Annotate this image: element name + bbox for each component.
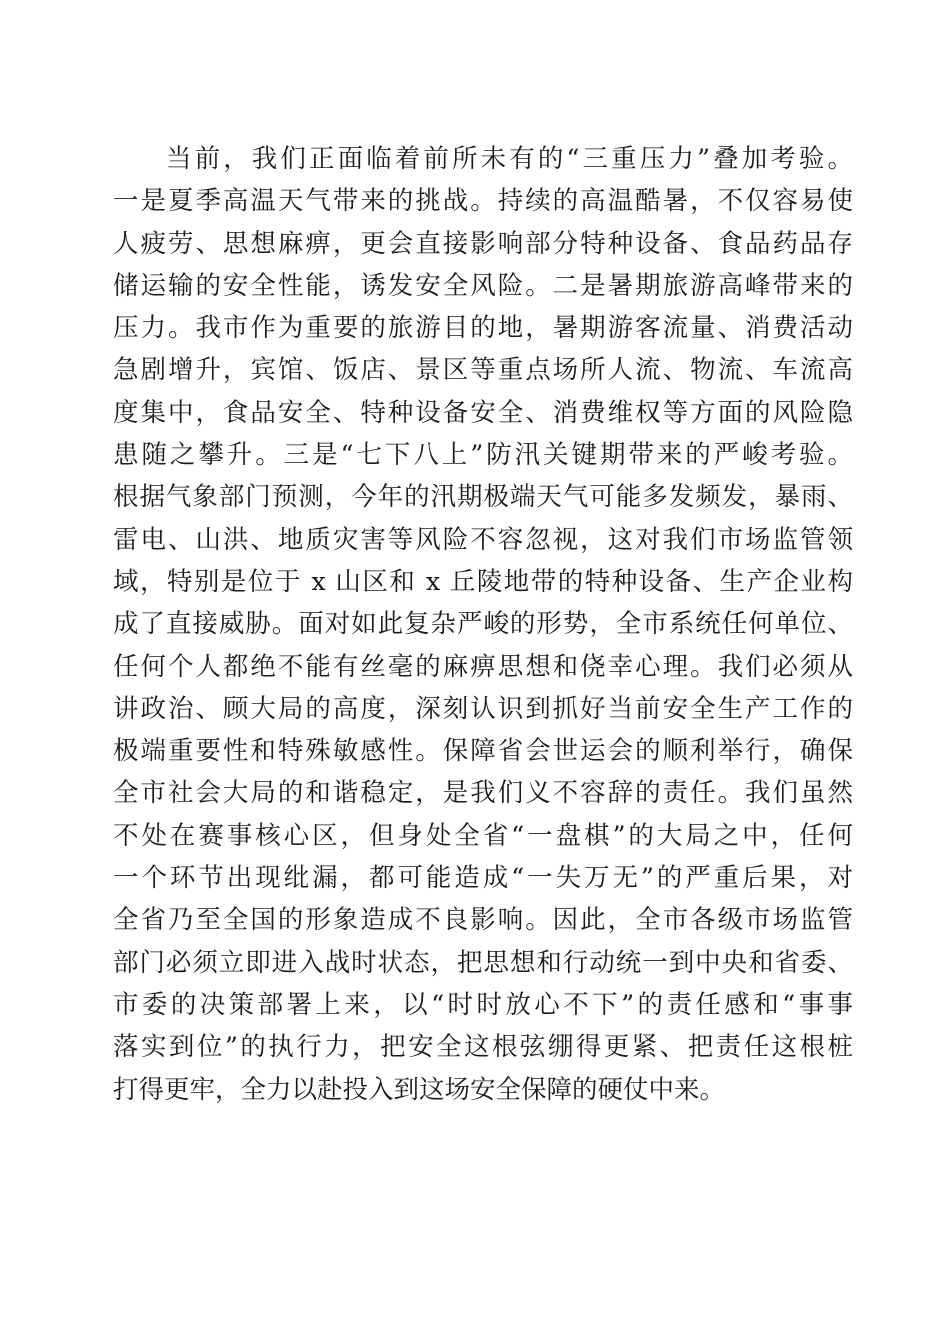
paragraph-line: 雷电、山洪、地质灾害等风险不容忽视，这对我们市场监管领 — [113, 524, 853, 555]
paragraph-line: 任何个人都绝不能有丝毫的麻痹思想和侥幸心理。我们必须从 — [113, 651, 853, 682]
paragraph-line: 一是夏季高温天气带来的挑战。持续的高温酷暑，不仅容易使 — [113, 186, 853, 217]
paragraph-line: 人疲劳、思想麻痹，更会直接影响部分特种设备、食品药品存 — [113, 228, 853, 259]
paragraph-line: 成了直接威胁。面对如此复杂严峻的形势，全市系统任何单位、 — [113, 609, 853, 640]
paragraph-line: 根据气象部门预测，今年的汛期极端天气可能多发频发，暴雨、 — [113, 482, 853, 513]
paragraph-line: 全省乃至全国的形象造成不良影响。因此，全市各级市场监管 — [113, 905, 853, 936]
paragraph-line: 一个环节出现纰漏，都可能造成“一失万无”的严重后果，对 — [113, 863, 853, 894]
paragraph-line: 讲政治、顾大局的高度，深刻认识到抓好当前安全生产工作的 — [113, 693, 853, 724]
paragraph-line: 压力。我市作为重要的旅游目的地，暑期游客流量、消费活动 — [113, 313, 853, 344]
paragraph-line: 打得更牢，全力以赴投入到这场安全保障的硬仗中来。 — [113, 1074, 726, 1105]
paragraph-line: 储运输的安全性能，诱发安全风险。二是暑期旅游高峰带来的 — [113, 270, 853, 301]
paragraph-line: 不处在赛事核心区，但身处全省“一盘棋”的大局之中，任何 — [113, 820, 853, 851]
body-paragraph — [113, 138, 853, 1111]
paragraph-line: 全市社会大局的和谐稳定，是我们义不容辞的责任。我们虽然 — [113, 778, 853, 809]
paragraph-line: 当前，我们正面临着前所未有的“三重压力”叠加考验。 — [166, 144, 853, 174]
paragraph-line: 极端重要性和特殊敏感性。保障省会世运会的顺利举行，确保 — [113, 736, 853, 767]
paragraph-line: 域，特别是位于 x 山区和 x 丘陵地带的特种设备、生产企业构 — [113, 566, 853, 597]
paragraph-line: 市委的决策部署上来，以“时时放心不下”的责任感和“事事 — [113, 989, 853, 1020]
paragraph-line: 急剧增升，宾馆、饭店、景区等重点场所人流、物流、车流高 — [113, 355, 853, 386]
paragraph-line: 落实到位”的执行力，把安全这根弦绷得更紧、把责任这根桩 — [113, 1032, 853, 1063]
paragraph-line: 部门必须立即进入战时状态，把思想和行动统一到中央和省委、 — [113, 947, 853, 978]
paragraph-line: 度集中，食品安全、特种设备安全、消费维权等方面的风险隐 — [113, 397, 853, 428]
paragraph-line: 患随之攀升。三是“七下八上”防汛关键期带来的严峻考验。 — [113, 440, 853, 471]
